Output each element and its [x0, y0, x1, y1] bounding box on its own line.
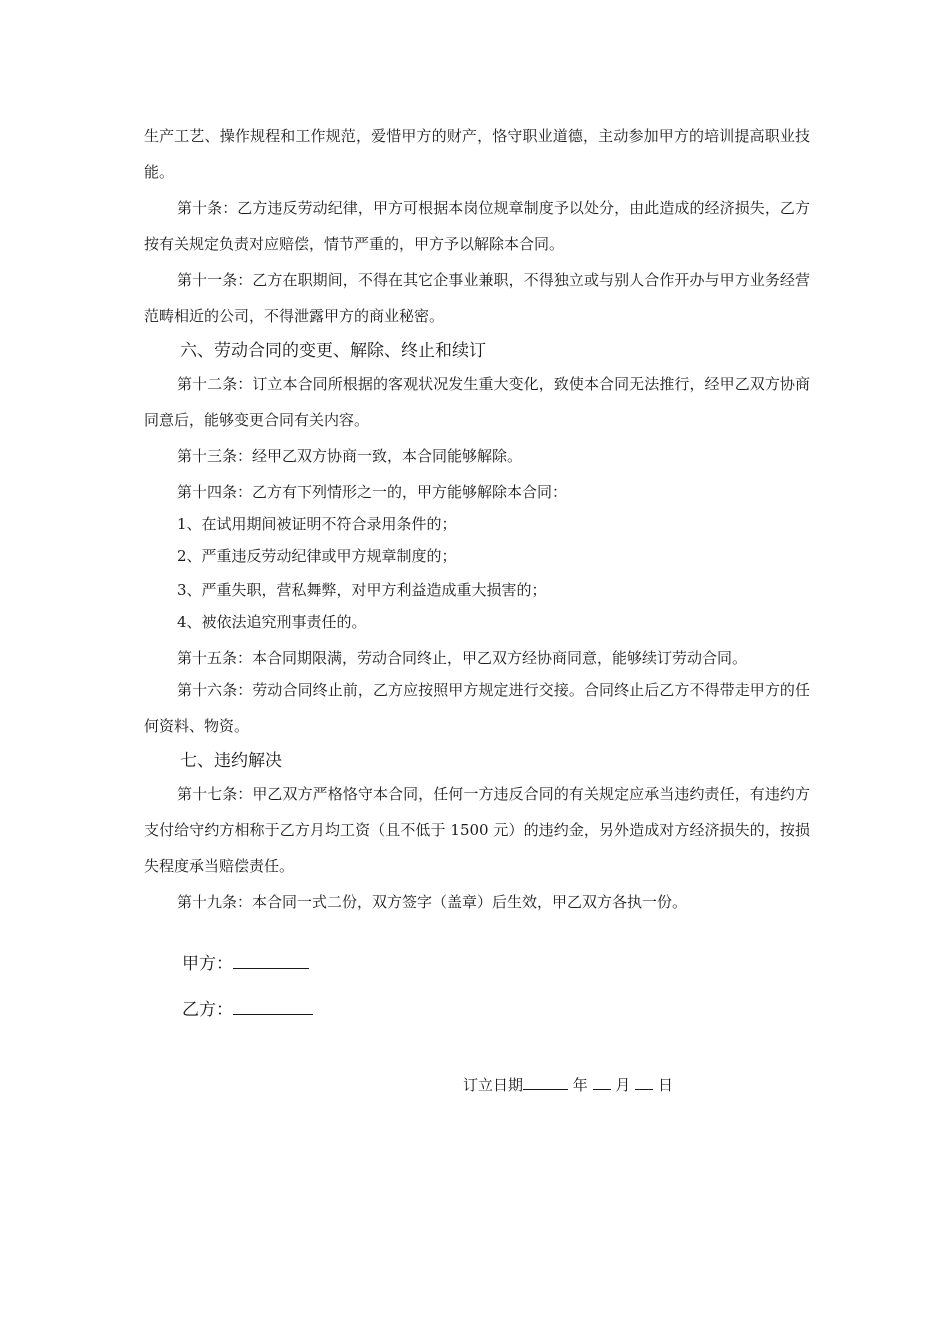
- date-label: 订立日期: [463, 1076, 524, 1094]
- date-month-label: 月: [615, 1076, 631, 1094]
- date-year-blank: [523, 1073, 568, 1090]
- party-a-signature-blank: [233, 950, 309, 969]
- list-item-1: 1、在试用期间被证明不符合录用条件的；: [177, 515, 457, 533]
- date-day-label: 日: [657, 1076, 673, 1094]
- article-10: 第十条：乙方违反劳动纪律，甲方可根据本岗位规章制度予以处分，由此造成的经济损失，乙方按有关规定负责对应赔偿，情节严重的，甲方予以解除本合同。: [144, 199, 810, 253]
- date-day-blank: [635, 1073, 653, 1090]
- paragraph-continuation: 生产工艺、操作规程和工作规范，爱惜甲方的财产，恪守职业道德，主动参加甲方的培训提高职业技能。: [144, 127, 810, 181]
- article-14: 第十四条：乙方有下列情形之一的，甲方能够解除本合同：: [177, 483, 568, 501]
- article-17: 第十七条：甲乙双方严格恪守本合同，任何一方违反合同的有关规定应承当违约责任，有违约方支付给守约方相称于乙方月均工资（且不低于 1500 元）的违约金，另外造成对方经济损失的，按损失程度承当赔偿责任。: [144, 785, 810, 875]
- article-12: 第十二条：订立本合同所根据的客观状况发生重大变化，致使本合同无法推行，经甲乙双方协商同意后，能够变更合同有关内容。: [144, 375, 810, 429]
- article-13: 第十三条：经甲乙双方协商一致，本合同能够解除。: [177, 447, 523, 465]
- section-heading-7: 七、违约解决: [180, 751, 282, 771]
- date-month-blank: [593, 1073, 611, 1090]
- section-heading-6: 六、劳动合同的变更、解除、终止和续订: [180, 341, 486, 361]
- party-b-label: 乙方：: [182, 1000, 233, 1020]
- list-item-4: 4、被依法追究刑事责任的。: [177, 613, 367, 631]
- list-item-3: 3、严重失职，营私舞弊，对甲方利益造成重大损害的；: [177, 581, 547, 599]
- date-year-label: 年: [572, 1076, 588, 1094]
- party-b-signature-blank: [233, 996, 313, 1015]
- article-15: 第十五条：本合同期限满，劳动合同终止，甲乙双方经协商同意，能够续订劳动合同。: [177, 649, 748, 667]
- list-item-2: 2、严重违反劳动纪律或甲方规章制度的；: [177, 547, 457, 565]
- signature-party-b: [182, 996, 313, 1022]
- article-11: 第十一条：乙方在职期间，不得在其它企事业兼职，不得独立或与别人合作开办与甲方业务经营范畴相近的公司，不得泄露甲方的商业秘密。: [144, 271, 810, 325]
- article-16: 第十六条：劳动合同终止前，乙方应按照甲方规定进行交接。合同终止后乙方不得带走甲方的任何资料、物资。: [144, 681, 810, 735]
- article-19: 第十九条：本合同一式二份，双方签字（盖章）后生效，甲乙双方各执一份。: [177, 893, 688, 911]
- signature-party-a: [182, 950, 309, 976]
- party-a-label: 甲方：: [182, 954, 233, 974]
- signing-date: [463, 1073, 673, 1097]
